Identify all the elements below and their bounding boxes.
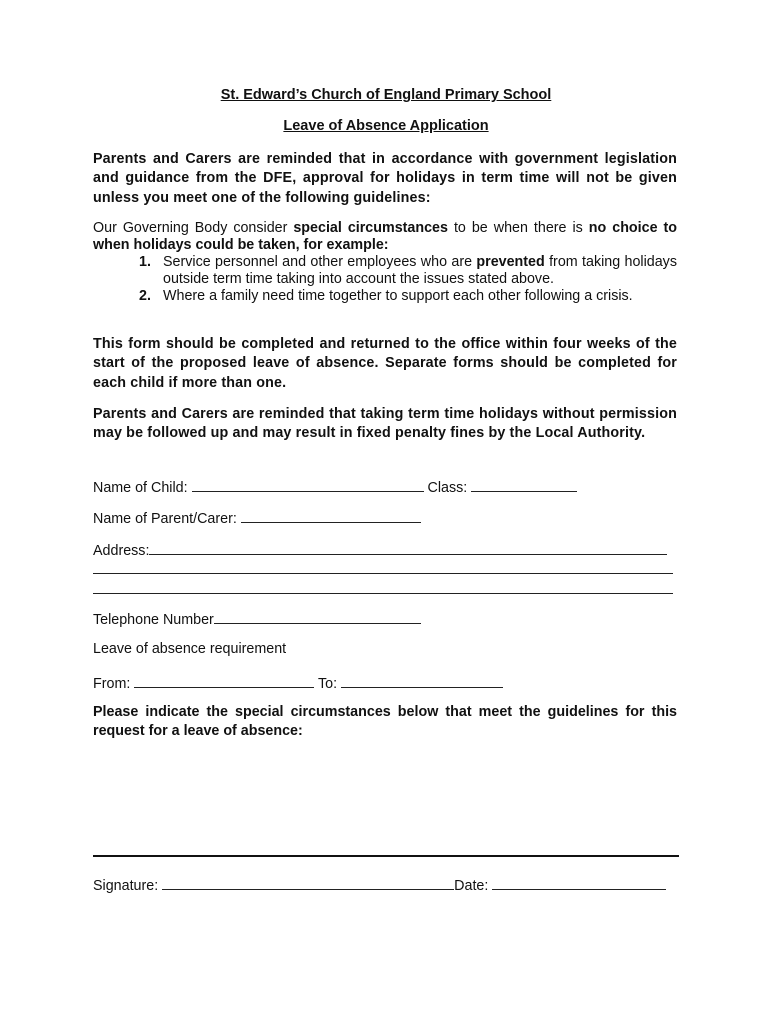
to-label: To: — [318, 676, 338, 692]
list-item: 1. Service personnel and other employees who are prevented from taking holidays outside term time taking into account the issues stated above. — [139, 254, 677, 287]
date-label: Date: — [454, 878, 489, 894]
signature-label: Signature: — [93, 878, 159, 894]
signature-field[interactable] — [162, 875, 454, 890]
to-date-field[interactable] — [341, 673, 503, 688]
dates-row — [93, 673, 503, 692]
examples-list — [93, 254, 677, 305]
form-title: Leave of Absence Application — [283, 118, 489, 134]
special-circumstances-prompt: Please indicate the special circumstances below that meet the guidelines for this request for a leave of absence: — [93, 704, 677, 740]
address-line-3[interactable] — [93, 593, 673, 594]
requirement-label: Leave of absence requirement — [93, 641, 287, 657]
from-label: From: — [93, 676, 131, 692]
address-field[interactable] — [149, 540, 667, 555]
child-class-row — [93, 477, 577, 496]
special-circumstances-intro: Our Governing Body consider special circumstances to be when there is no choice to when holidays could be taken, for example: — [93, 220, 678, 253]
school-name: St. Edward’s Church of England Primary School — [220, 87, 552, 103]
divider-rule — [93, 855, 679, 857]
holiday-reminder: Parents and Carers are reminded that in accordance with government legislation and guidance from the DFE, approval for holidays in term time will not be given unless you meet one of the following guidelines: — [93, 151, 677, 206]
penalty-warning: Parents and Carers are reminded that taking term time holidays without permission may be followed up and may result in fixed penalty fines by the Local Authority. — [93, 406, 677, 442]
date-field[interactable] — [492, 875, 666, 890]
telephone-row — [93, 609, 421, 628]
child-name-field[interactable] — [192, 477, 424, 492]
telephone-label: Telephone Number — [93, 612, 214, 628]
address-row — [93, 540, 667, 559]
list-item: 2. Where a family need time together to support each other following a crisis. — [139, 288, 633, 304]
class-label: Class: — [427, 480, 468, 496]
completion-instructions: This form should be completed and returned to the office within four weeks of the start of the proposed leave of absence. Separate forms should be completed for each child if more than one. — [93, 336, 677, 391]
parent-name-field[interactable] — [241, 508, 421, 523]
telephone-field[interactable] — [214, 609, 421, 624]
address-line-2[interactable] — [93, 573, 673, 574]
class-field[interactable] — [471, 477, 577, 492]
signature-row — [93, 875, 666, 894]
child-name-label: Name of Child: — [93, 480, 188, 496]
from-date-field[interactable] — [134, 673, 314, 688]
address-label: Address: — [93, 543, 150, 559]
parent-row — [93, 508, 421, 527]
parent-name-label: Name of Parent/Carer: — [93, 511, 237, 527]
special-circumstances-area[interactable] — [93, 745, 679, 850]
